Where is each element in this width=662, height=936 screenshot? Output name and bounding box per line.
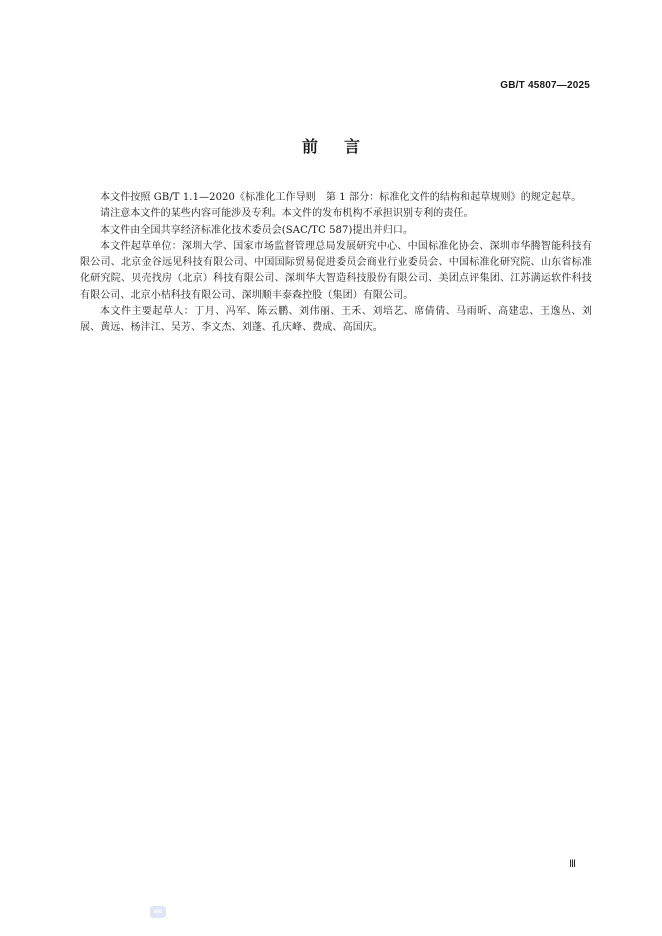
paragraph-drafting-rules: 本文件按照 GB/T 1.1—2020《标准化工作导则 第 1 部分：标准化文件的结构和起草规则》的规定起草。 [100, 192, 582, 203]
page-title: 前言 [301, 137, 386, 156]
paragraph-committee: 本文件由全国共享经济标准化技术委员会(SAC/TC 587)提出并归口。 [100, 224, 414, 236]
watermark-logo: stc [150, 906, 166, 918]
paragraph-drafters: 本文件主要起草人：丁月、冯军、陈云鹏、刘伟丽、王禾、刘培艺、席倩倩、马雨昕、高建忠、王逸丛、刘展、黄远、杨沣江、吴芳、李文杰、刘蓬、孔庆峰、费成、高国庆。 [80, 306, 592, 334]
foreword-body [80, 190, 592, 337]
paragraph-patent-notice: 请注意本文件的某些内容可能涉及专利。本文件的发布机构不承担识别专利的责任。 [100, 208, 474, 220]
page-number: Ⅲ [569, 859, 576, 870]
standard-number: GB/T 45807—2025 [500, 80, 590, 91]
paragraph-drafting-units: 本文件起草单位：深圳大学、国家市场监督管理总局发展研究中心、中国标准化协会、深圳市华腾智能科技有限公司、北京金谷远见科技有限公司、中国国际贸易促进委员会商业行业委员会、中国标准化研究院、山东省标准化研究院、贝壳找房（北京）科技有限公司、深圳华大智造科技股份有限公司、美团点评集团、江苏满运软件科技有限公司、北京小桔科技有限公司、深圳顺丰泰森控股（集团）有限公司。 [80, 240, 592, 301]
